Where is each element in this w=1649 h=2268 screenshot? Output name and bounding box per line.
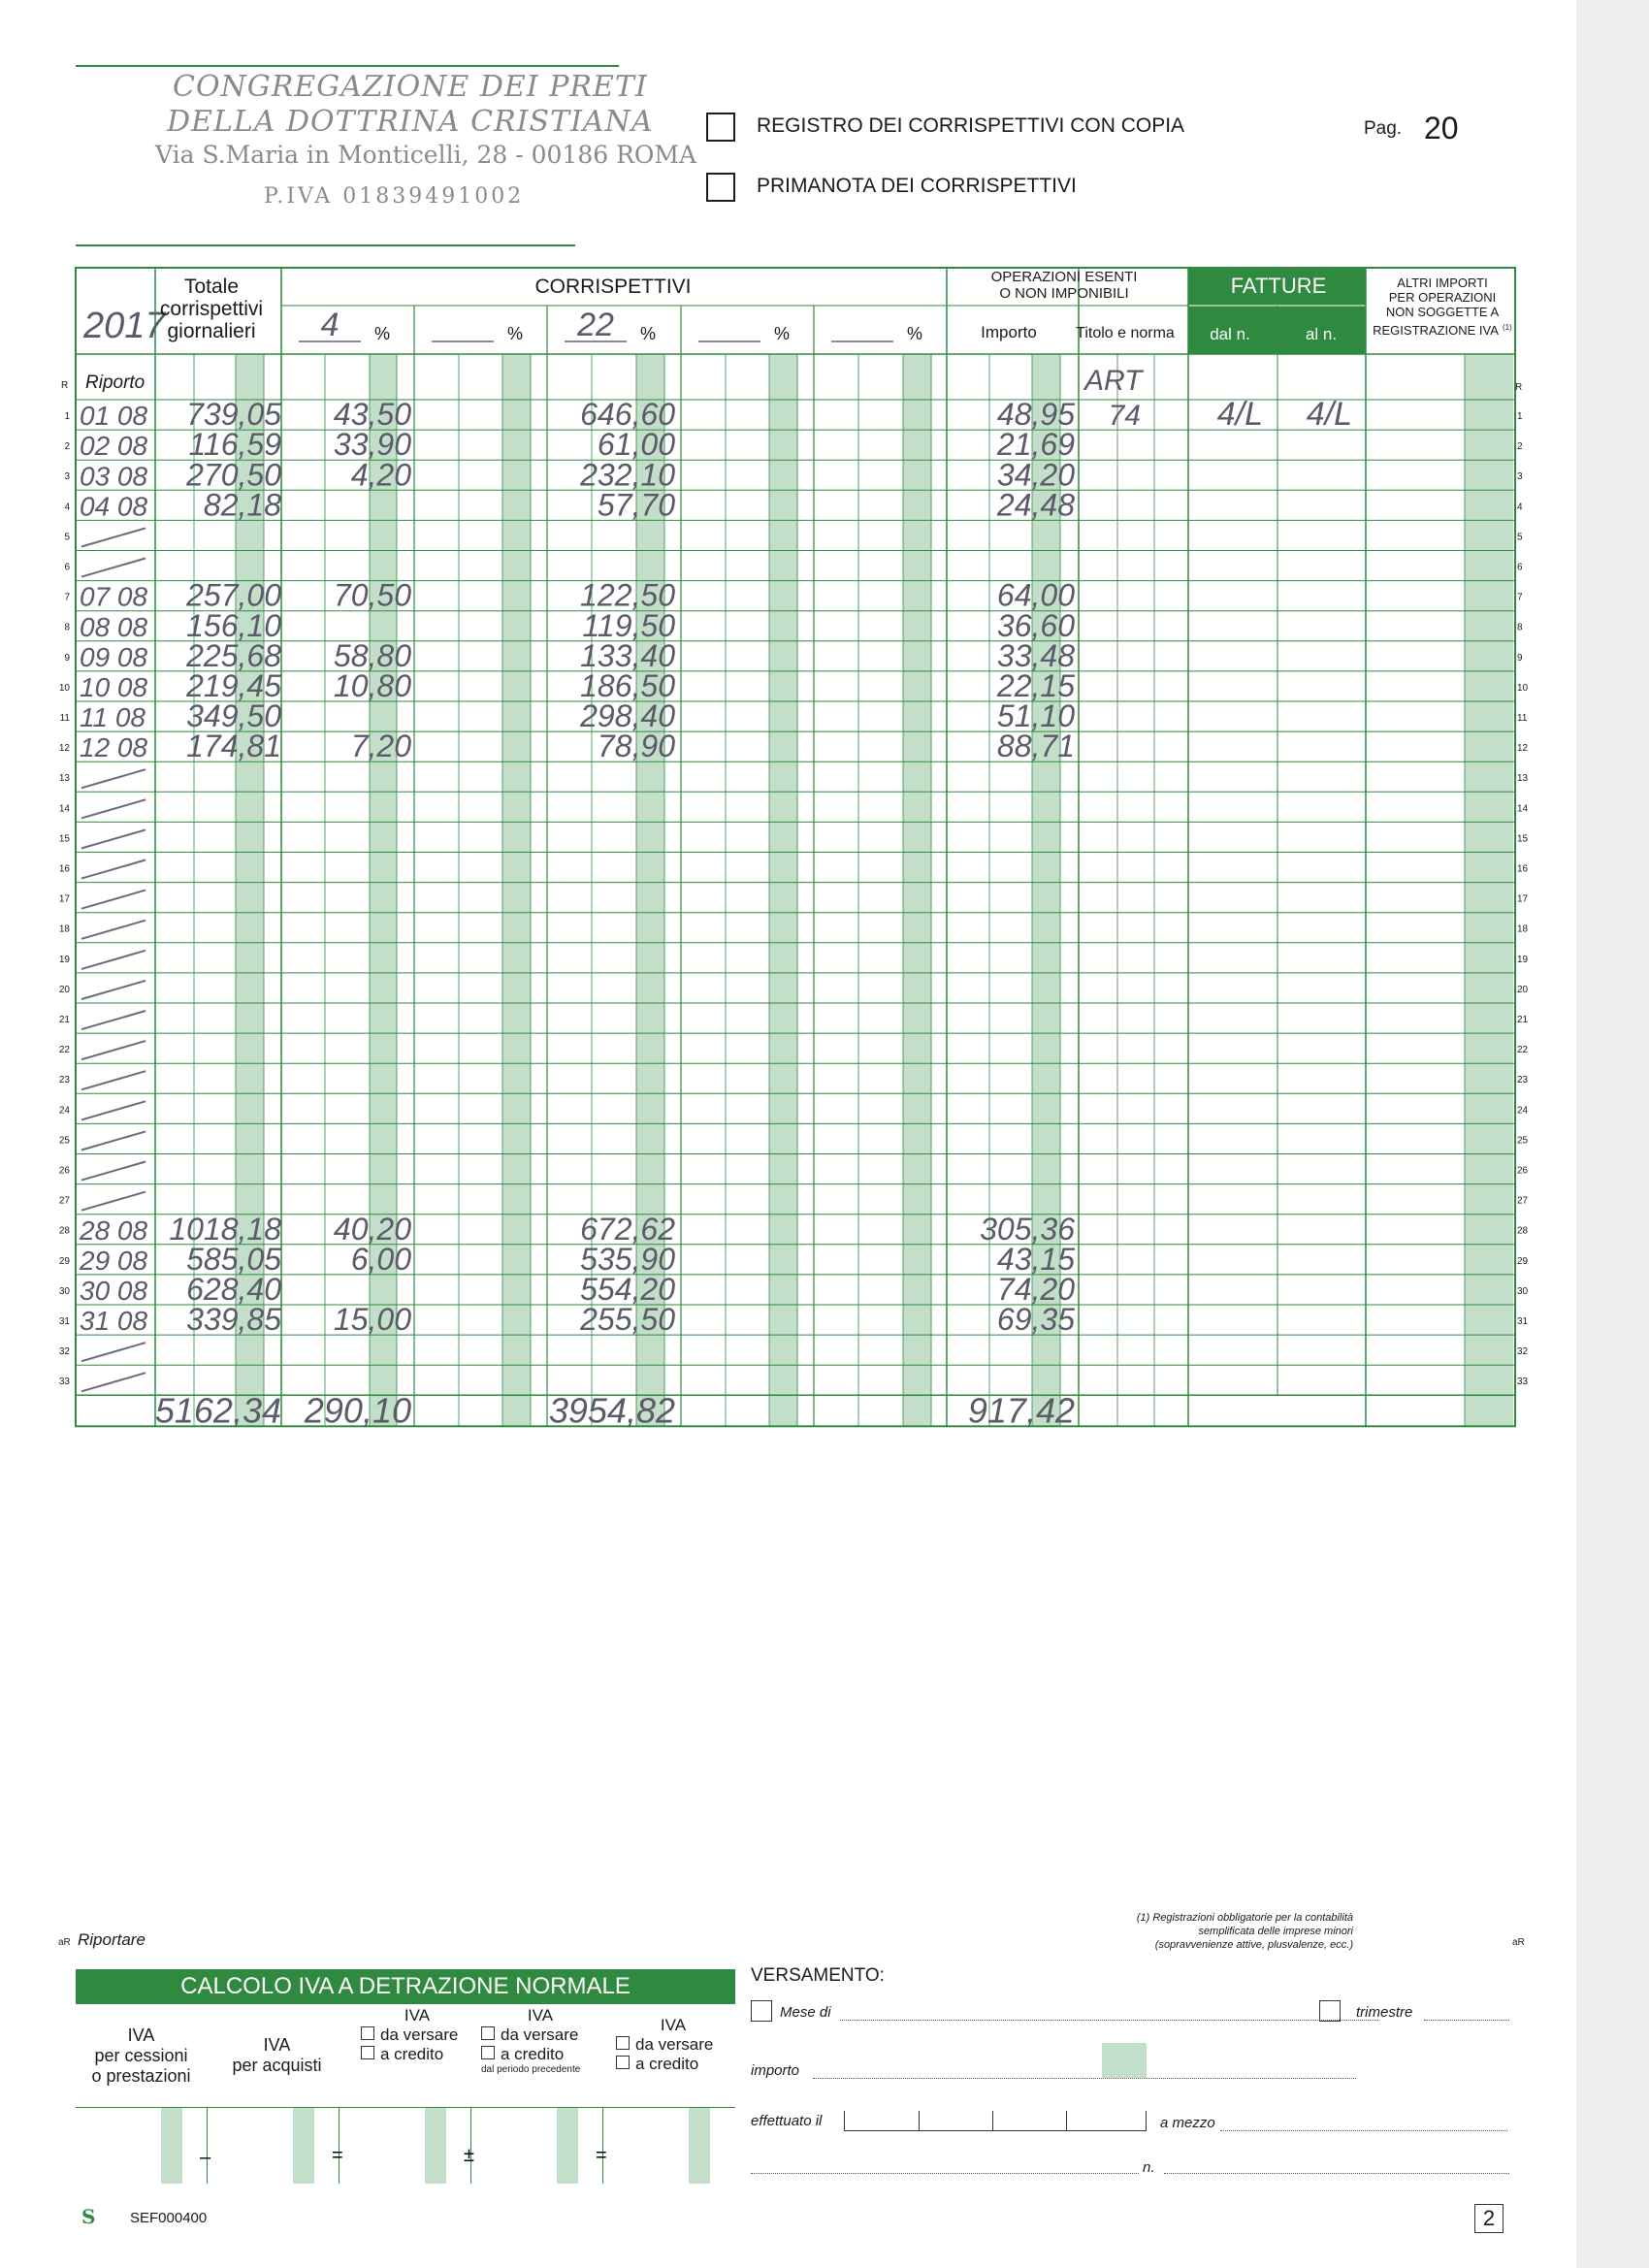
iva-col4-note: dal periodo precedente	[481, 2064, 581, 2075]
iva-col3-da-versare: da versare	[380, 2025, 459, 2044]
checkbox-icon[interactable]	[361, 2026, 374, 2040]
row-number: 17	[58, 893, 70, 905]
extra-line[interactable]	[751, 2173, 1139, 2174]
empty-row-dash	[81, 1343, 146, 1361]
empty-row-dash	[81, 951, 146, 969]
calcolo-col-precedente	[473, 2006, 599, 2075]
row-corrispettivi-22pct: 133,40	[580, 637, 675, 673]
corrispettivi-title: CORRISPETTIVI	[534, 275, 692, 298]
row-number: 32	[58, 1346, 70, 1358]
row-number: 6	[64, 562, 70, 573]
row-total: 339,85	[186, 1302, 281, 1338]
empty-row-dash	[81, 799, 146, 818]
row-esenti-importo: 43,15	[996, 1241, 1075, 1277]
trimestre-field[interactable]	[1424, 2020, 1509, 2021]
row-number-right: 3	[1517, 471, 1523, 483]
row-number: 27	[58, 1195, 70, 1207]
date-field[interactable]	[844, 2111, 1147, 2131]
row-esenti-importo: 305,36	[980, 1211, 1075, 1247]
row-date: 28 08	[80, 1215, 148, 1246]
total-4pct: 290,10	[304, 1390, 411, 1431]
row-number-right: 32	[1517, 1346, 1529, 1358]
calcolo-col-iva	[347, 2006, 473, 2064]
rate-value: 4	[320, 307, 340, 343]
row-number: 23	[58, 1075, 70, 1086]
empty-row-dash	[81, 559, 146, 577]
empty-row-dash	[81, 1041, 146, 1059]
row-number-right: 24	[1517, 1105, 1529, 1117]
row-corrispettivi-4pct: 58,80	[333, 637, 411, 673]
empty-row-dash	[81, 528, 146, 546]
checkbox-icon[interactable]	[361, 2046, 374, 2059]
empty-row-dash	[81, 1131, 146, 1150]
empty-row-dash	[81, 981, 146, 999]
row-number-right: 28	[1517, 1225, 1529, 1237]
row-date: 01 08	[80, 401, 148, 432]
empty-row-dash	[81, 921, 146, 939]
row-corrispettivi-4pct: 7,20	[350, 729, 411, 764]
row-total: 219,45	[186, 668, 281, 703]
row-date: 12 08	[80, 732, 148, 763]
row-number-right: 21	[1517, 1015, 1529, 1025]
row-number-right: 26	[1517, 1165, 1529, 1177]
trimestre-checkbox[interactable]	[1319, 2000, 1341, 2022]
row-fatture-al: 4/L	[1306, 396, 1352, 434]
row-number-right: 5	[1517, 532, 1523, 543]
empty-row-dash	[81, 1373, 146, 1391]
esenti-title-1: OPERAZIONI ESENTI	[990, 269, 1138, 285]
row-number: 13	[58, 773, 70, 785]
row-number-right: 31	[1517, 1316, 1529, 1327]
empty-row-dash	[81, 1101, 146, 1119]
iva-col5-option-2[interactable]	[616, 2055, 730, 2074]
form-code: SEF000400	[130, 2210, 208, 2226]
row-number: 14	[58, 803, 70, 815]
altri-title-3: NON SOGGETTE A	[1385, 305, 1500, 319]
row-number-right: 8	[1517, 622, 1523, 633]
total-corrispettivi: 5162,34	[154, 1390, 281, 1431]
altri-title-1: ALTRI IMPORTI	[1397, 275, 1488, 290]
stamp-line-4: P.IVA 01839491002	[264, 184, 525, 209]
calcolo-col-iva-final	[604, 2016, 730, 2074]
mese-label: Mese di	[780, 2004, 831, 2021]
iva-col5-da-versare: da versare	[635, 2035, 714, 2054]
iva-amount-box[interactable]	[340, 2108, 471, 2184]
footer	[76, 2202, 1531, 2241]
fatture-dal-label: dal n.	[1210, 325, 1250, 343]
iva-col5-option-1[interactable]	[616, 2035, 730, 2055]
row-corrispettivi-4pct: 6,00	[350, 1241, 411, 1277]
trimestre-label: trimestre	[1356, 2004, 1413, 2021]
row-number-right: 14	[1517, 803, 1529, 815]
mese-checkbox[interactable]	[751, 2000, 772, 2022]
row-total: 257,00	[186, 577, 281, 613]
row-esenti-importo: 48,95	[996, 397, 1075, 433]
importo-shaded-box	[1102, 2043, 1147, 2078]
row-date: 08 08	[80, 611, 148, 642]
row-number-right: 13	[1517, 773, 1529, 785]
riportare-row-right-mark: aR	[1512, 1937, 1525, 1948]
row-date: 07 08	[80, 581, 148, 612]
totale-label-2: corrispettivi	[159, 298, 264, 320]
row-total: 349,50	[186, 698, 281, 734]
row-number-right: 30	[1517, 1285, 1529, 1297]
row-corrispettivi-22pct: 298,40	[580, 698, 675, 734]
row-total: 270,50	[186, 457, 281, 493]
final-amount-box[interactable]	[603, 2108, 734, 2184]
effettuato-label: effettuato il	[751, 2113, 823, 2129]
checkbox-icon[interactable]	[481, 2026, 495, 2040]
empty-row-dash	[81, 1011, 146, 1029]
row-number-right: 15	[1517, 833, 1529, 845]
row-number: 2	[64, 441, 70, 453]
row-number-right: 33	[1517, 1377, 1529, 1388]
iva-col3-option-2[interactable]	[361, 2045, 473, 2064]
empty-row-dash	[81, 1162, 146, 1181]
row-number-right: 4	[1517, 502, 1523, 513]
row-fatture-dal: 4/L	[1216, 396, 1263, 434]
riporto-row-left-mark: R	[61, 380, 69, 391]
row-esenti-importo: 74,20	[996, 1272, 1075, 1307]
row-date: 02 08	[80, 431, 148, 462]
row-number: 1	[64, 411, 70, 422]
calcolo-col-cessioni	[76, 2010, 207, 2102]
row-number: 24	[58, 1105, 70, 1117]
row-esenti-importo: 64,00	[996, 577, 1075, 613]
row-number-right: 18	[1517, 923, 1529, 935]
row-corrispettivi-22pct: 78,90	[597, 729, 675, 764]
publisher-logo-icon: S	[81, 2205, 96, 2228]
row-total: 1018,18	[169, 1211, 281, 1247]
row-esenti-importo: 34,20	[996, 457, 1075, 493]
mese-field[interactable]	[840, 2020, 1378, 2021]
versamento-title: VERSAMENTO:	[751, 1965, 885, 1986]
riportare-row-left-mark: aR	[58, 1937, 71, 1948]
riportare-label: Riportare	[78, 1930, 146, 1949]
row-esenti-importo: 21,69	[996, 427, 1075, 463]
page-label: Pag.	[1364, 118, 1403, 139]
iva-col4-option-2[interactable]	[481, 2045, 599, 2064]
iva-col3-a-credito: a credito	[380, 2045, 444, 2063]
row-esenti-importo: 22,15	[996, 668, 1075, 703]
row-corrispettivi-22pct: 255,50	[580, 1302, 675, 1338]
row-corrispettivi-4pct: 10,80	[333, 668, 411, 703]
iva-col3-title: IVA	[404, 2006, 431, 2025]
fatture-title: FATTURE	[1230, 274, 1327, 298]
row-number: 15	[58, 833, 70, 845]
row-esenti-importo: 51,10	[996, 698, 1075, 734]
acquisti-line-2: per acquisti	[232, 2056, 322, 2075]
row-date: 03 08	[80, 461, 148, 492]
iva-col5-a-credito: a credito	[635, 2055, 699, 2073]
plusminus-operator: ±	[464, 2145, 474, 2166]
registro-label: REGISTRO DEI CORRISPETTIVI CON COPIA	[757, 114, 1185, 137]
rate-value: 22	[577, 307, 614, 343]
riporto-row-right-mark: R	[1515, 382, 1523, 393]
row-corrispettivi-22pct: 57,70	[597, 487, 675, 523]
row-number-right: 11	[1517, 713, 1528, 724]
row-total: 739,05	[186, 397, 281, 433]
row-total: 174,81	[186, 729, 281, 764]
row-date: 30 08	[80, 1276, 148, 1306]
row-total: 585,05	[186, 1241, 281, 1277]
row-corrispettivi-22pct: 186,50	[580, 668, 675, 703]
row-corrispettivi-22pct: 61,00	[597, 427, 675, 463]
row-corrispettivi-22pct: 646,60	[580, 397, 675, 433]
row-number-right: 16	[1517, 863, 1529, 875]
stamp-line-3: Via S.Maria in Monticelli, 28 - 00186 ROMA	[155, 141, 697, 169]
stamp-line-2: DELLA DOTTRINA CRISTIANA	[167, 105, 654, 139]
row-number-right: 20	[1517, 984, 1529, 995]
row-corrispettivi-22pct: 122,50	[580, 577, 675, 613]
row-corrispettivi-22pct: 672,62	[580, 1211, 675, 1247]
totale-label-1: Totale	[183, 275, 240, 298]
row-number: 18	[58, 923, 70, 935]
row-total: 628,40	[186, 1272, 281, 1307]
acquisti-line-1: IVA	[263, 2035, 291, 2055]
row-date: 11 08	[80, 702, 146, 733]
esenti-title-2: O NON IMPONIBILI	[999, 285, 1129, 302]
row-date: 10 08	[80, 672, 148, 702]
row-esenti-importo: 36,60	[996, 607, 1075, 643]
cessioni-line-1: IVA	[127, 2025, 155, 2045]
row-total: 156,10	[186, 607, 281, 643]
n-label: n.	[1143, 2159, 1155, 2176]
n-field[interactable]	[1164, 2173, 1509, 2174]
row-number: 25	[58, 1135, 70, 1147]
row-number: 10	[58, 682, 70, 694]
total-esenti: 917,42	[967, 1390, 1075, 1431]
titolo-norma-art: ART	[1084, 365, 1143, 397]
minus-operator: –	[200, 2147, 211, 2168]
row-total: 225,68	[186, 637, 281, 673]
rate-percent-sign: %	[506, 324, 524, 343]
equals-operator-2: =	[596, 2145, 607, 2166]
row-number-right: 22	[1517, 1045, 1529, 1056]
row-total: 82,18	[203, 487, 281, 523]
empty-row-dash	[81, 1192, 146, 1211]
row-esenti-importo: 88,71	[996, 729, 1075, 764]
row-number-right: 1	[1517, 411, 1523, 422]
row-number-right: 29	[1517, 1255, 1529, 1267]
row-date: 31 08	[80, 1306, 148, 1337]
row-corrispettivi-22pct: 554,20	[580, 1272, 675, 1307]
mezzo-label: a mezzo	[1160, 2115, 1215, 2131]
rate-percent-sign: %	[639, 324, 657, 343]
row-number: 29	[58, 1255, 70, 1267]
row-date: 09 08	[80, 641, 148, 672]
row-number: 9	[64, 652, 70, 664]
row-titolo-norma: 74	[1108, 400, 1141, 433]
precedente-amount-box[interactable]	[471, 2108, 603, 2184]
esenti-importo-label: Importo	[981, 323, 1037, 341]
checkbox-icon[interactable]	[481, 2046, 495, 2059]
iva-col4-da-versare: da versare	[501, 2025, 579, 2044]
row-number-right: 27	[1517, 1195, 1529, 1207]
row-number: 20	[58, 984, 70, 995]
year: 2017	[83, 306, 166, 346]
totale-label-3: giornalieri	[167, 320, 256, 342]
row-date: 04 08	[80, 491, 148, 522]
footnote-line-1: (1) Registrazioni obbligatorie per la contabilità	[1136, 1912, 1353, 1924]
iva-col4-a-credito: a credito	[501, 2045, 565, 2063]
checkbox-icon[interactable]	[616, 2056, 630, 2069]
row-number-right: 23	[1517, 1075, 1529, 1086]
total-22pct: 3954,82	[548, 1390, 675, 1431]
calcolo-col-acquisti	[211, 2010, 342, 2102]
row-corrispettivi-4pct: 15,00	[333, 1302, 411, 1338]
row-number-right: 25	[1517, 1135, 1529, 1147]
row-corrispettivi-4pct: 33,90	[333, 427, 411, 463]
altri-title-2: PER OPERAZIONI	[1388, 290, 1497, 305]
row-date: 29 08	[80, 1245, 148, 1276]
row-number: 21	[58, 1015, 70, 1025]
empty-row-dash	[81, 891, 146, 909]
row-number-right: 19	[1517, 954, 1529, 965]
altri-note-mark: (1)	[1503, 323, 1512, 332]
rate-percent-sign: %	[373, 324, 391, 343]
row-esenti-importo: 33,48	[996, 637, 1075, 673]
esenti-titolo-label: Titolo e norma	[1076, 325, 1175, 341]
importo-label: importo	[751, 2062, 800, 2079]
row-number: 16	[58, 863, 70, 875]
footnote-line-2: semplificata delle imprese minori	[1198, 1926, 1353, 1937]
row-number: 7	[64, 592, 70, 603]
row-corrispettivi-4pct: 70,50	[333, 577, 411, 613]
row-number: 22	[58, 1045, 70, 1056]
row-total: 116,59	[188, 427, 281, 463]
calcolo-title: CALCOLO IVA A DETRAZIONE NORMALE	[76, 1969, 735, 2004]
empty-row-dash	[81, 769, 146, 788]
row-number-right: 10	[1517, 682, 1529, 694]
row-esenti-importo: 24,48	[996, 487, 1075, 523]
page-mark: 2	[1474, 2204, 1504, 2233]
fatture-al-label: al n.	[1305, 325, 1338, 343]
empty-row-dash	[81, 860, 146, 879]
row-esenti-importo: 69,35	[996, 1302, 1075, 1338]
versamento-section	[747, 1965, 1523, 2188]
cessioni-line-3: o prestazioni	[91, 2066, 191, 2086]
row-number-right: 17	[1517, 893, 1529, 905]
calcolo-input-row	[76, 2107, 735, 2184]
row-corrispettivi-22pct: 119,50	[582, 607, 675, 643]
row-corrispettivi-4pct: 40,20	[333, 1211, 411, 1247]
footnote-line-3: (sopravvenienze attive, plusvalenze, ecc.)	[1154, 1939, 1353, 1951]
row-number: 8	[64, 622, 70, 633]
row-corrispettivi-22pct: 535,90	[580, 1241, 675, 1277]
cessioni-amount-box[interactable]	[76, 2108, 211, 2184]
iva-col5-title: IVA	[660, 2016, 687, 2034]
row-number: 19	[58, 954, 70, 965]
page-number: 20	[1424, 111, 1459, 146]
row-number-right: 6	[1517, 562, 1523, 573]
iva-col4-title: IVA	[527, 2006, 554, 2025]
calcolo-iva-section	[76, 1969, 735, 2187]
acquisti-amount-box[interactable]	[208, 2108, 340, 2184]
row-number: 3	[64, 471, 70, 483]
stamp-line-1: CONGREGAZIONE DEI PRETI	[173, 70, 648, 104]
row-number: 12	[58, 743, 70, 755]
row-corrispettivi-4pct: 4,20	[350, 457, 411, 493]
row-number-right: 7	[1517, 592, 1523, 603]
row-number-right: 12	[1517, 743, 1529, 755]
row-number: 4	[64, 502, 70, 513]
altri-title-4: REGISTRAZIONE IVA	[1373, 323, 1499, 338]
row-number: 33	[58, 1377, 70, 1388]
row-number: 28	[58, 1225, 70, 1237]
row-corrispettivi-22pct: 232,10	[580, 457, 675, 493]
cessioni-line-2: per cessioni	[94, 2046, 188, 2065]
importo-field[interactable]	[813, 2078, 1356, 2079]
checkbox-icon[interactable]	[616, 2036, 630, 2050]
row-number-right: 2	[1517, 441, 1523, 453]
row-number-right: 9	[1517, 652, 1523, 664]
empty-row-dash	[81, 1071, 146, 1089]
iva-col3-option-1[interactable]	[361, 2025, 473, 2045]
row-number: 30	[58, 1285, 70, 1297]
primanota-label: PRIMANOTA DEI CORRISPETTIVI	[757, 175, 1077, 197]
row-number: 11	[59, 713, 70, 724]
rate-percent-sign: %	[906, 324, 923, 343]
row-corrispettivi-4pct: 43,50	[333, 397, 411, 433]
row-number: 26	[58, 1165, 70, 1177]
mezzo-field[interactable]	[1220, 2130, 1507, 2131]
iva-col4-option-1[interactable]	[481, 2025, 599, 2045]
riporto-label: Riporto	[85, 373, 146, 393]
empty-row-dash	[81, 829, 146, 848]
row-number: 5	[64, 532, 70, 543]
equals-operator: =	[332, 2145, 343, 2166]
rate-percent-sign: %	[773, 324, 791, 343]
row-number: 31	[58, 1316, 70, 1327]
